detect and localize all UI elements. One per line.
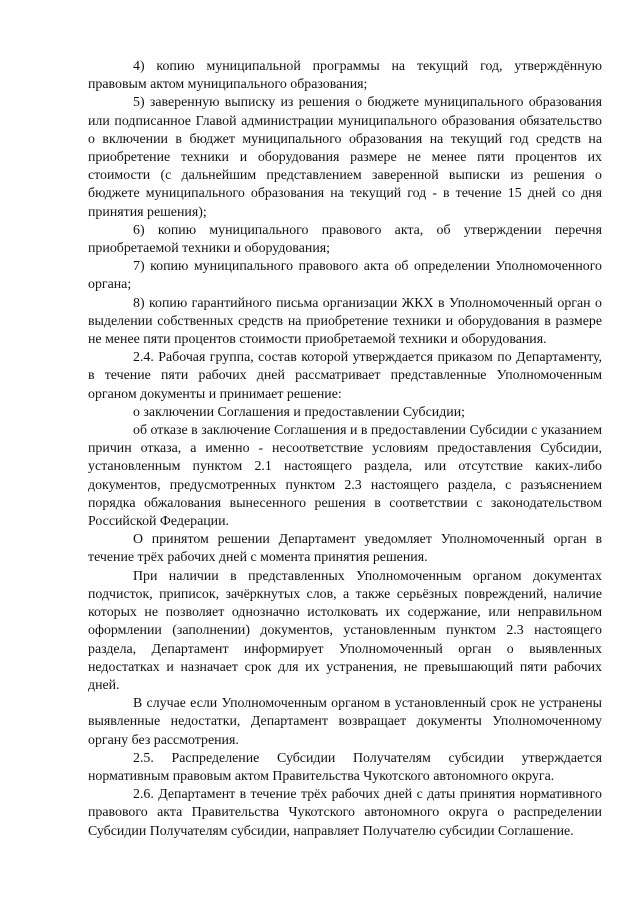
paragraph-item-4: 4) копию муниципальной программы на текущий год, утверждённую правовым актом муниципального образования;	[88, 59, 602, 93]
paragraph-section-2-5: 2.5. Распределение Субсидии Получателям субсидии утверждается нормативным правовым актом Правительства Чукотского автономного округа.	[88, 750, 602, 784]
paragraph-return: В случае если Уполномоченным органом в установленный срок не устранены выявленные недостатки, Департамент возвращает документы Уполномоченному органу без рассмотрения.	[88, 696, 602, 748]
paragraph-item-8: 8) копию гарантийного письма организации ЖКХ в Уполномоченный орган о выделении собственных средств на приобретение техники и оборудования в размере не менее пяти процентов стоимости приобретаемой техники и оборудования.	[88, 295, 602, 348]
paragraph-item-7: 7) копию муниципального правового акта об определении Уполномоченного органа;	[88, 259, 602, 293]
paragraph-section-2-4: 2.4. Рабочая группа, состав которой утверждается приказом по Департаменту, в течение пяти рабочих дней рассматривает представленные Уполномоченным органом документы и принимает решение:	[88, 350, 602, 402]
paragraph-section-2-6: 2.6. Департамент в течение трёх рабочих дней с даты принятия нормативного правового акта Правительства Чукотского автономного округа о распределении Субсидии Получателям субсидии, направляет Получателю субсидии Соглашение.	[88, 787, 602, 839]
paragraph-notification: О принятом решении Департамент уведомляет Уполномоченный орган в течение трёх рабочих дней с момента принятия решения.	[88, 532, 602, 566]
paragraph-defects: При наличии в представленных Уполномоченным органом документах подчисток, приписок, зачёркнутых слов, а также серьёзных повреждений, наличие которых не позволяет однозначно истолковать их содержание, или неправильном оформлении (заполнении) документов, установленным пунктом 2.3 настоящего раздела, Департамент информирует Уполномоченный орган о выявленных недостатках и назначает срок для их устранения, не превышающий пяти рабочих дней.	[88, 568, 602, 693]
paragraph-item-6: 6) копию муниципального правового акта, об утверждении перечня приобретаемой техники и оборудования;	[88, 222, 602, 257]
paragraph-decision-approve: о заключении Соглашения и предоставлении Субсидии;	[133, 404, 465, 420]
paragraph-item-5: 5) заверенную выписку из решения о бюджете муниципального образования или подписанное Главой администрации муниципального образования обязательство о включении в бюджет муниципального образования на текущий год средств на приобретение техники и оборудования размере не менее пяти процентов их стоимости (с дальнейшим представлением заверенной выписки из решения о бюджете муниципального образования на текущий год - в течение 15 дней со дня принятия решения);	[88, 95, 602, 220]
document-page	[88, 58, 602, 841]
paragraph-decision-refuse: об отказе в заключение Соглашения и в предоставлении Субсидии с указанием причин отказа, а именно - несоответствие условиям предоставления Субсидии, установленным пунктом 2.1 настоящего раздела, или отсутствие каких-либо документов, предусмотренных пунктом 2.3 настоящего раздела, с разъяснением порядка обжалования вынесенного решения в соответствии с законодательством Российской Федерации.	[88, 423, 602, 530]
